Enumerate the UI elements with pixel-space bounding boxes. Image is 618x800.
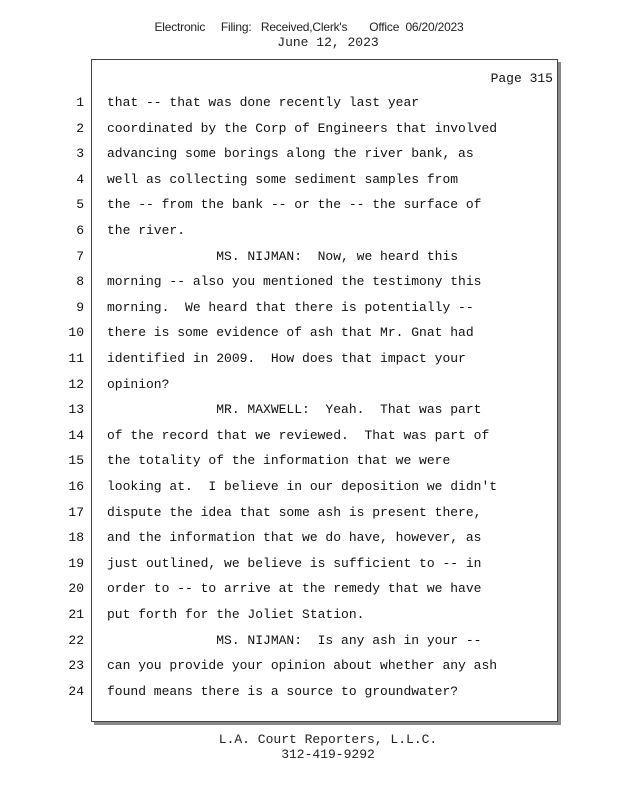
transcript-line: of the record that we reviewed. That was part of	[107, 428, 490, 443]
transcript-line: the -- from the bank -- or the -- the surface of	[107, 197, 482, 212]
transcript-line: morning. We heard that there is potentially --	[107, 300, 474, 315]
reporter-company: L.A. Court Reporters, L.L.C.	[218, 732, 438, 747]
transcript-line: there is some evidence of ash that Mr. Gnat had	[107, 325, 474, 340]
transcript-line: dispute the idea that some ash is present there,	[107, 505, 482, 520]
transcript-line: just outlined, we believe is sufficient to -- in	[107, 556, 482, 571]
transcript-line: MR. MAXWELL: Yeah. That was part	[107, 402, 482, 417]
line-number: 1	[76, 95, 84, 110]
line-number: 9	[76, 300, 84, 315]
transcript-line: opinion?	[107, 377, 170, 392]
transcript-line: that -- that was done recently last year	[107, 95, 420, 110]
line-number: 16	[68, 479, 84, 494]
transcript-line: the totality of the information that we were	[107, 453, 451, 468]
transcript-line: and the information that we do have, however, as	[107, 530, 482, 545]
transcript-line: MS. NIJMAN: Is any ash in your --	[107, 633, 482, 648]
line-number: 4	[76, 172, 84, 187]
line-number: 18	[68, 530, 84, 545]
transcript-line: put forth for the Joliet Station.	[107, 607, 365, 622]
line-number: 13	[68, 402, 84, 417]
transcript-line: found means there is a source to groundwater?	[107, 684, 459, 699]
transcript-line: the river.	[107, 223, 186, 238]
line-number: 21	[68, 607, 84, 622]
line-number: 2	[76, 121, 84, 136]
line-number: 15	[68, 453, 84, 468]
line-number: 14	[68, 428, 84, 443]
line-number: 12	[68, 377, 84, 392]
transcript-line: coordinated by the Corp of Engineers that involved	[107, 121, 498, 136]
transcript-line: MS. NIJMAN: Now, we heard this	[107, 249, 459, 264]
reporter-phone: 312-419-9292	[281, 747, 375, 762]
line-number: 17	[68, 505, 84, 520]
line-number: 3	[76, 146, 84, 161]
transcript-line: can you provide your opinion about whether any ash	[107, 658, 498, 673]
transcript-line: morning -- also you mentioned the testimony this	[107, 274, 482, 289]
line-number: 5	[76, 197, 84, 212]
line-number: 11	[68, 351, 84, 366]
line-number: 8	[76, 274, 84, 289]
line-number: 22	[68, 633, 84, 648]
transcript-line: looking at. I believe in our deposition we didn't	[107, 479, 498, 494]
transcript-line: order to -- to arrive at the remedy that we have	[107, 581, 482, 596]
line-number: 20	[68, 581, 84, 596]
reporter-footer	[0, 732, 618, 762]
line-number: 6	[76, 223, 84, 238]
transcript-date: June 12, 2023	[277, 35, 379, 50]
transcript-line: well as collecting some sediment samples from	[107, 172, 459, 187]
line-number: 24	[68, 684, 84, 699]
line-number: 10	[68, 325, 84, 340]
line-number: 19	[68, 556, 84, 571]
transcript-line: identified in 2009. How does that impact your	[107, 351, 466, 366]
line-number: 7	[76, 249, 84, 264]
line-number: 23	[68, 658, 84, 673]
transcript-line: advancing some borings along the river bank, as	[107, 146, 474, 161]
page-number: Page 315	[490, 71, 553, 86]
filing-stamp: Electronic Filing: Received,Clerk's Office 06/20/2023	[154, 20, 464, 34]
